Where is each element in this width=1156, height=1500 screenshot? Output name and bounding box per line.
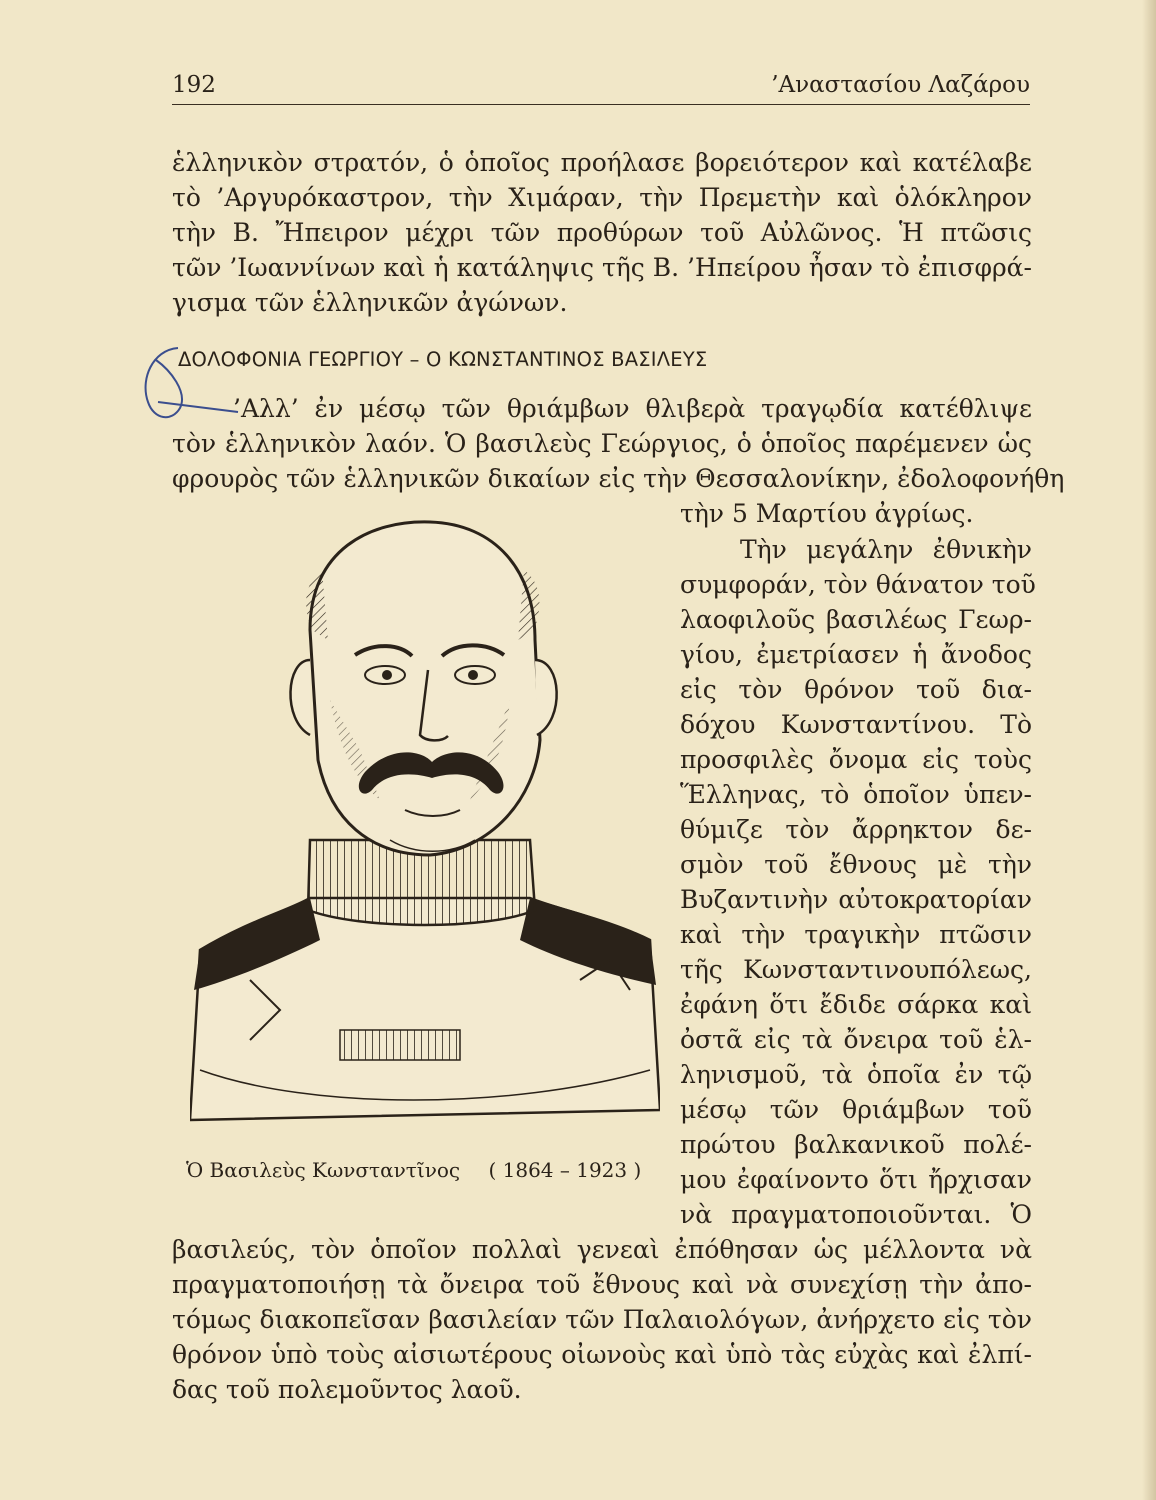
page-header bbox=[172, 72, 1030, 106]
caption-years: ( 1864 – 1923 ) bbox=[488, 1158, 642, 1182]
text-line: δας τοῦ πολεμοῦντος λαοῦ. bbox=[172, 1375, 522, 1404]
header-rule bbox=[172, 104, 1030, 105]
text-line: τόμως διακοπεῖσαν βασιλείαν τῶν Παλαιολόγων, ἀνήρχετο εἰς τὸν bbox=[172, 1305, 1032, 1334]
text-line: τῆς Κωνσταντινουπόλεως, bbox=[680, 955, 1032, 984]
text-line: δόχου Κωνσταντίνου. Τὸ bbox=[680, 710, 1032, 739]
text-line: γισμα τῶν ἑλληνικῶν ἀγώνων. bbox=[172, 288, 568, 317]
text-line: πρώτου βαλκανικοῦ πολέ- bbox=[680, 1130, 1032, 1159]
text-line: ἑλληνικὸν στρατόν, ὁ ὁποῖος προήλασε βορειότερον καὶ κατέλαβε bbox=[172, 148, 1032, 177]
text-line: ἐφάνη ὅτι ἔδιδε σάρκα καὶ bbox=[680, 990, 1032, 1019]
text-line: Ἕλληνας, τὸ ὁποῖον ὑπεν- bbox=[680, 780, 1032, 809]
page-edge-shadow bbox=[1142, 0, 1156, 1500]
text-line: γίου, ἐμετρίασεν ἡ ἄνοδος bbox=[680, 640, 1032, 669]
text-line: τῶν ’Ιωαννίνων καὶ ἡ κατάληψις τῆς Β. ’Ηπείρου ἦσαν τὸ ἐπισφρά- bbox=[172, 253, 1032, 282]
text-line: καὶ τὴν τραγικὴν πτῶσιν bbox=[680, 920, 1032, 949]
running-title: ’Αναστασίου Λαζάρου bbox=[771, 72, 1030, 98]
text-line: θρόνον ὑπὸ τοὺς αἰσιωτέρους οἰωνοὺς καὶ ὑπὸ τὰς εὐχὰς καὶ ἐλπί- bbox=[172, 1340, 1032, 1369]
text-line: ληνισμοῦ, τὰ ὁποῖα ἐν τῷ bbox=[680, 1060, 1032, 1089]
king-portrait-engraving bbox=[190, 510, 660, 1150]
text-line: Τὴν μεγάλην ἐθνικὴν bbox=[740, 535, 1032, 564]
text-line: εἰς τὸν θρόνον τοῦ δια- bbox=[680, 675, 1032, 704]
text-line: προσφιλὲς ὄνομα εἰς τοὺς bbox=[680, 745, 1032, 774]
text-line: βασιλεύς, τὸν ὁποῖον πολλαὶ γενεαὶ ἐπόθησαν ὡς μέλλοντα νὰ bbox=[172, 1235, 1032, 1264]
text-line: τὴν Β. Ἤπειρον μέχρι τῶν προθύρων τοῦ Αὐλῶνος. Ἡ πτῶσις bbox=[172, 218, 1032, 247]
text-line: ὀστᾶ εἰς τὰ ὄνειρα τοῦ ἑλ- bbox=[680, 1025, 1032, 1054]
text-line: σμὸν τοῦ ἔθνους μὲ τὴν bbox=[680, 850, 1032, 879]
text-line: μου ἐφαίνοντο ὅτι ἤρχισαν bbox=[680, 1165, 1032, 1194]
text-line: τὸν ἑλληνικὸν λαόν. Ὁ βασιλεὺς Γεώργιος, ὁ ὁποῖος παρέμενεν ὡς bbox=[172, 429, 1032, 458]
caption-name: Ὁ Βασιλεὺς Κωνσταντῖνος bbox=[186, 1158, 461, 1182]
text-line: λαοφιλοῦς βασιλέως Γεωρ- bbox=[680, 605, 1032, 634]
portrait-caption bbox=[186, 1158, 658, 1182]
text-line: πραγματοποιήσῃ τὰ ὄνειρα τοῦ ἔθνους καὶ νὰ συνεχίσῃ τὴν ἀπο- bbox=[172, 1270, 1032, 1299]
text-line: ’Αλλ’ ἐν μέσῳ τῶν θριάμβων θλιβερὰ τραγῳδία κατέθλιψε bbox=[233, 394, 1032, 423]
text-line: νὰ πραγματοποιοῦνται. Ὁ bbox=[680, 1200, 1032, 1229]
text-line: θύμιζε τὸν ἄρρηκτον δε- bbox=[680, 815, 1032, 844]
text-line: τὴν 5 Μαρτίου ἀγρίως. bbox=[680, 499, 974, 528]
text-line: Βυζαντινὴν αὐτοκρατορίαν bbox=[680, 885, 1032, 914]
text-line: συμφοράν, τὸν θάνατον τοῦ bbox=[680, 570, 1036, 599]
text-line: φρουρὸς τῶν ἑλληνικῶν δικαίων εἰς τὴν Θεσσαλονίκην, ἐδολοφονήθη bbox=[172, 464, 1065, 493]
section-heading: ΔΟΛΟΦΟΝΙΑ ΓΕΩΡΓΙΟΥ – Ο ΚΩΝΣΤΑΝΤΙΝΟΣ ΒΑΣΙΛΕΥΣ bbox=[178, 348, 708, 371]
text-line: μέσῳ τῶν θριάμβων τοῦ bbox=[680, 1095, 1032, 1124]
page-number: 192 bbox=[172, 72, 216, 98]
text-line: τὸ ’Αργυρόκαστρον, τὴν Χιμάραν, τὴν Πρεμετὴν καὶ ὁλόκληρον bbox=[172, 183, 1032, 212]
